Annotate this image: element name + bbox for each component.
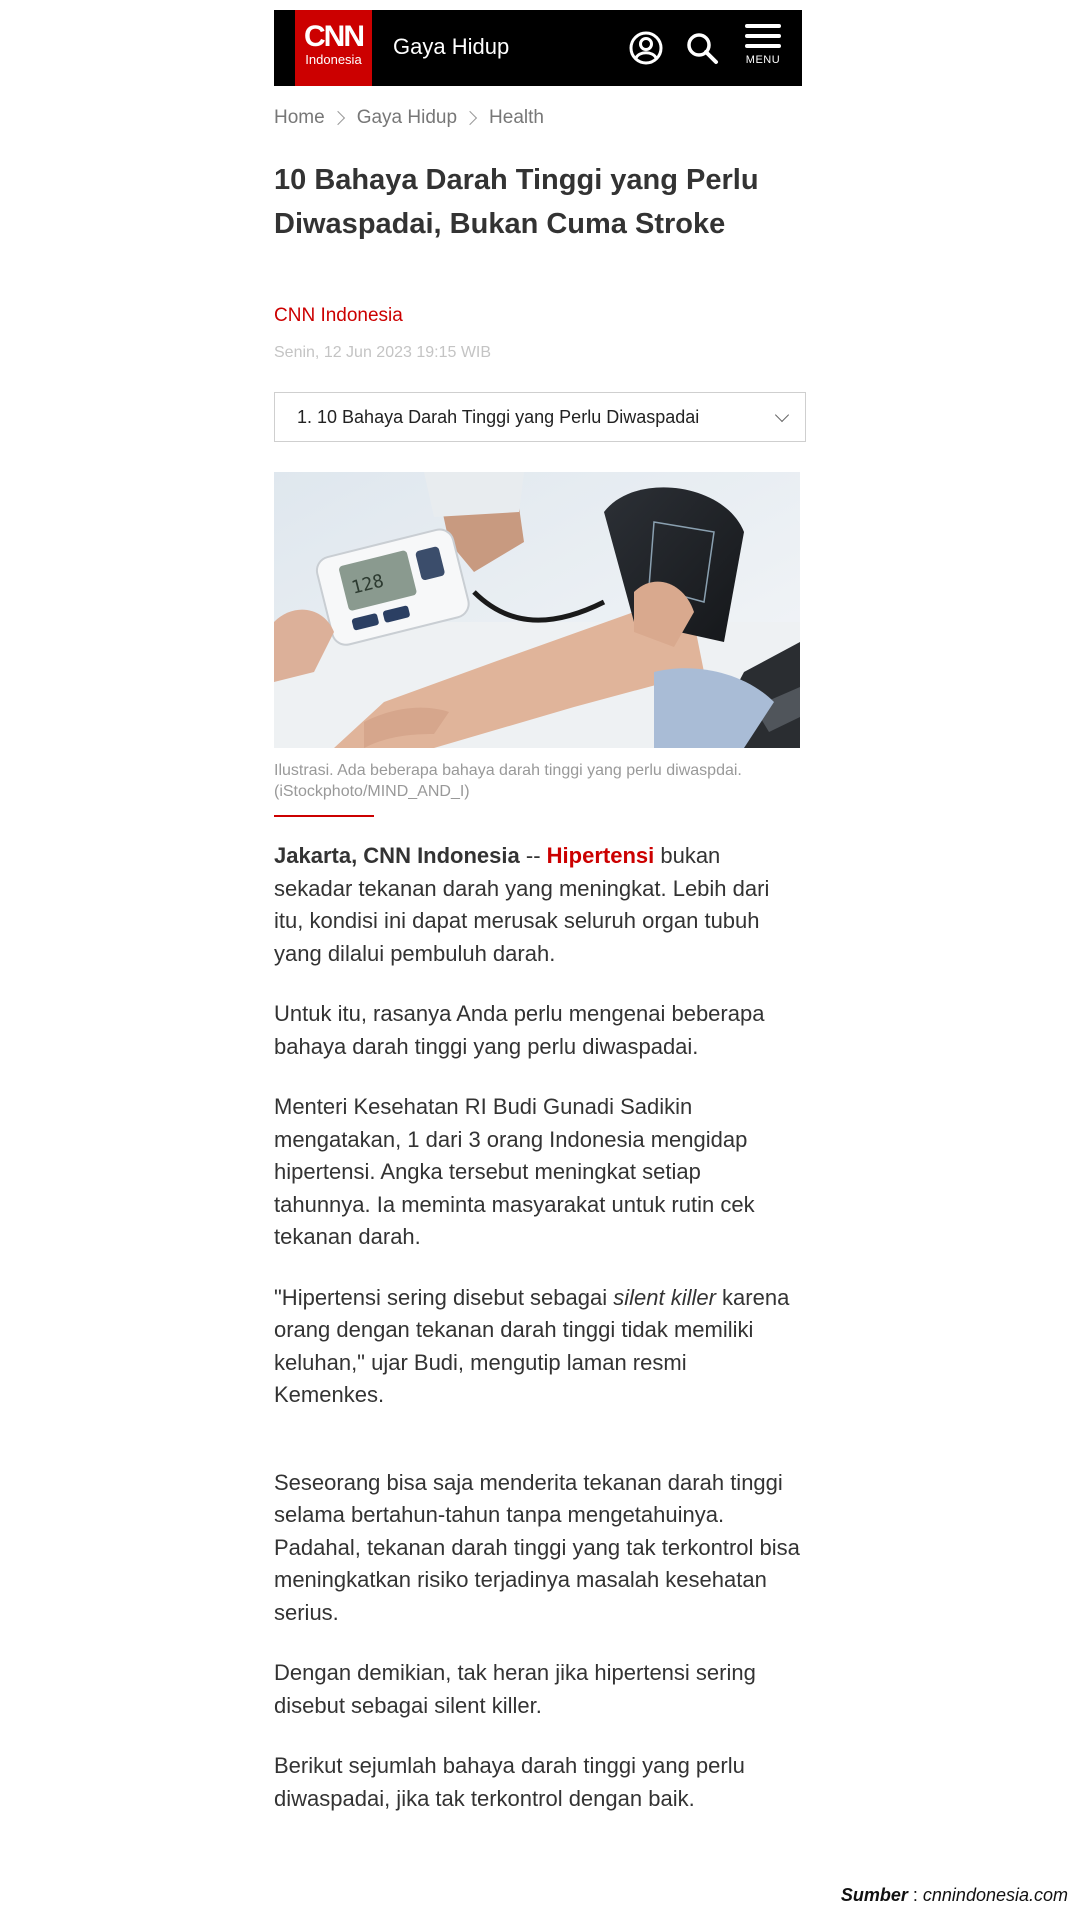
source-value: cnnindonesia.com bbox=[922, 1885, 1068, 1905]
cnn-indonesia-logo[interactable] bbox=[295, 10, 372, 86]
silent-killer-emphasis: silent killer bbox=[613, 1284, 716, 1310]
select-value: 1. 10 Bahaya Darah Tinggi yang Perlu Diwaspadai bbox=[297, 406, 700, 427]
article-title: 10 Bahaya Darah Tinggi yang Perlu Diwaspadai, Bukan Cuma Stroke bbox=[274, 164, 759, 240]
user-icon[interactable] bbox=[626, 28, 666, 68]
svg-text:128: 128 bbox=[349, 570, 387, 599]
article-author[interactable]: CNN Indonesia bbox=[274, 305, 403, 326]
dateline: Jakarta, CNN Indonesia bbox=[274, 843, 520, 868]
breadcrumb-gaya-hidup[interactable]: Gaya Hidup bbox=[356, 107, 458, 128]
breadcrumb-home[interactable]: Home bbox=[274, 107, 325, 128]
caption-divider bbox=[274, 815, 374, 817]
paragraph-4 bbox=[274, 1282, 800, 1412]
source-label: Sumber bbox=[840, 1885, 908, 1905]
article-image bbox=[274, 472, 800, 748]
hipertensi-link[interactable]: Hipertensi bbox=[546, 843, 655, 868]
menu-button[interactable] bbox=[742, 24, 784, 80]
quote-end: karena orang dengan tekanan darah tinggi tidak memiliki keluhan," ujar Budi, mengutip laman resmi Kemenkes. bbox=[274, 1284, 790, 1407]
image-caption: Ilustrasi. Ada beberapa bahaya darah tinggi yang perlu diwaspdai. (iStockphoto/MIND_AND_I) bbox=[274, 762, 742, 800]
paragraph-1 bbox=[274, 840, 800, 970]
article-date: Senin, 12 Jun 2023 19:15 WIB bbox=[274, 344, 492, 361]
article-body bbox=[274, 840, 800, 1815]
chevron-right-icon bbox=[463, 111, 477, 125]
source-credit bbox=[841, 1885, 1068, 1906]
paragraph-5: Seseorang bisa saja menderita tekanan darah tinggi selama bertahun-tahun tanpa mengetahuinya. Padahal, tekanan darah tinggi yang tak terkontrol bisa meningkatkan risiko terjadinya masalah kesehatan serius. bbox=[274, 1469, 800, 1625]
paragraph-7: Berikut sejumlah bahaya darah tinggi yang perlu diwaspadai, jika tak terkontrol dengan baik. bbox=[274, 1753, 745, 1811]
breadcrumb bbox=[274, 106, 800, 130]
logo-text: CNN bbox=[304, 20, 363, 53]
search-icon[interactable] bbox=[682, 28, 722, 68]
paragraph-6: Dengan demikian, tak heran jika hipertensi sering disebut sebagai silent killer. bbox=[274, 1660, 756, 1718]
paragraph-3: Menteri Kesehatan RI Budi Gunadi Sadikin mengatakan, 1 dari 3 orang Indonesia mengidap hipertensi. Angka tersebut meningkat setiap tahunnya. Ia meminta masyarakat untuk rutin cek tekanan darah. bbox=[274, 1094, 755, 1249]
source-separator: : bbox=[907, 1885, 923, 1905]
breadcrumb-health[interactable]: Health bbox=[489, 107, 544, 128]
menu-label: MENU bbox=[745, 54, 781, 66]
paragraph-1-text: bukan sekadar tekanan darah yang meningkat. Lebih dari itu, kondisi ini dapat merusak seluruh organ tubuh yang dilalui pembuluh darah. bbox=[274, 843, 770, 966]
article-page-select[interactable] bbox=[274, 392, 806, 442]
logo-subtext: Indonesia bbox=[305, 52, 362, 67]
hamburger-icon bbox=[742, 24, 784, 48]
quote-start: "Hipertensi sering disebut sebagai bbox=[274, 1284, 614, 1310]
dateline-separator: -- bbox=[519, 843, 547, 868]
paragraph-2: Untuk itu, rasanya Anda perlu mengenai beberapa bahaya darah tinggi yang perlu diwaspadai. bbox=[274, 1001, 765, 1059]
section-title[interactable]: Gaya Hidup bbox=[393, 34, 510, 59]
chevron-down-icon bbox=[775, 408, 789, 422]
chevron-right-icon bbox=[331, 111, 345, 125]
top-bar bbox=[274, 10, 802, 86]
